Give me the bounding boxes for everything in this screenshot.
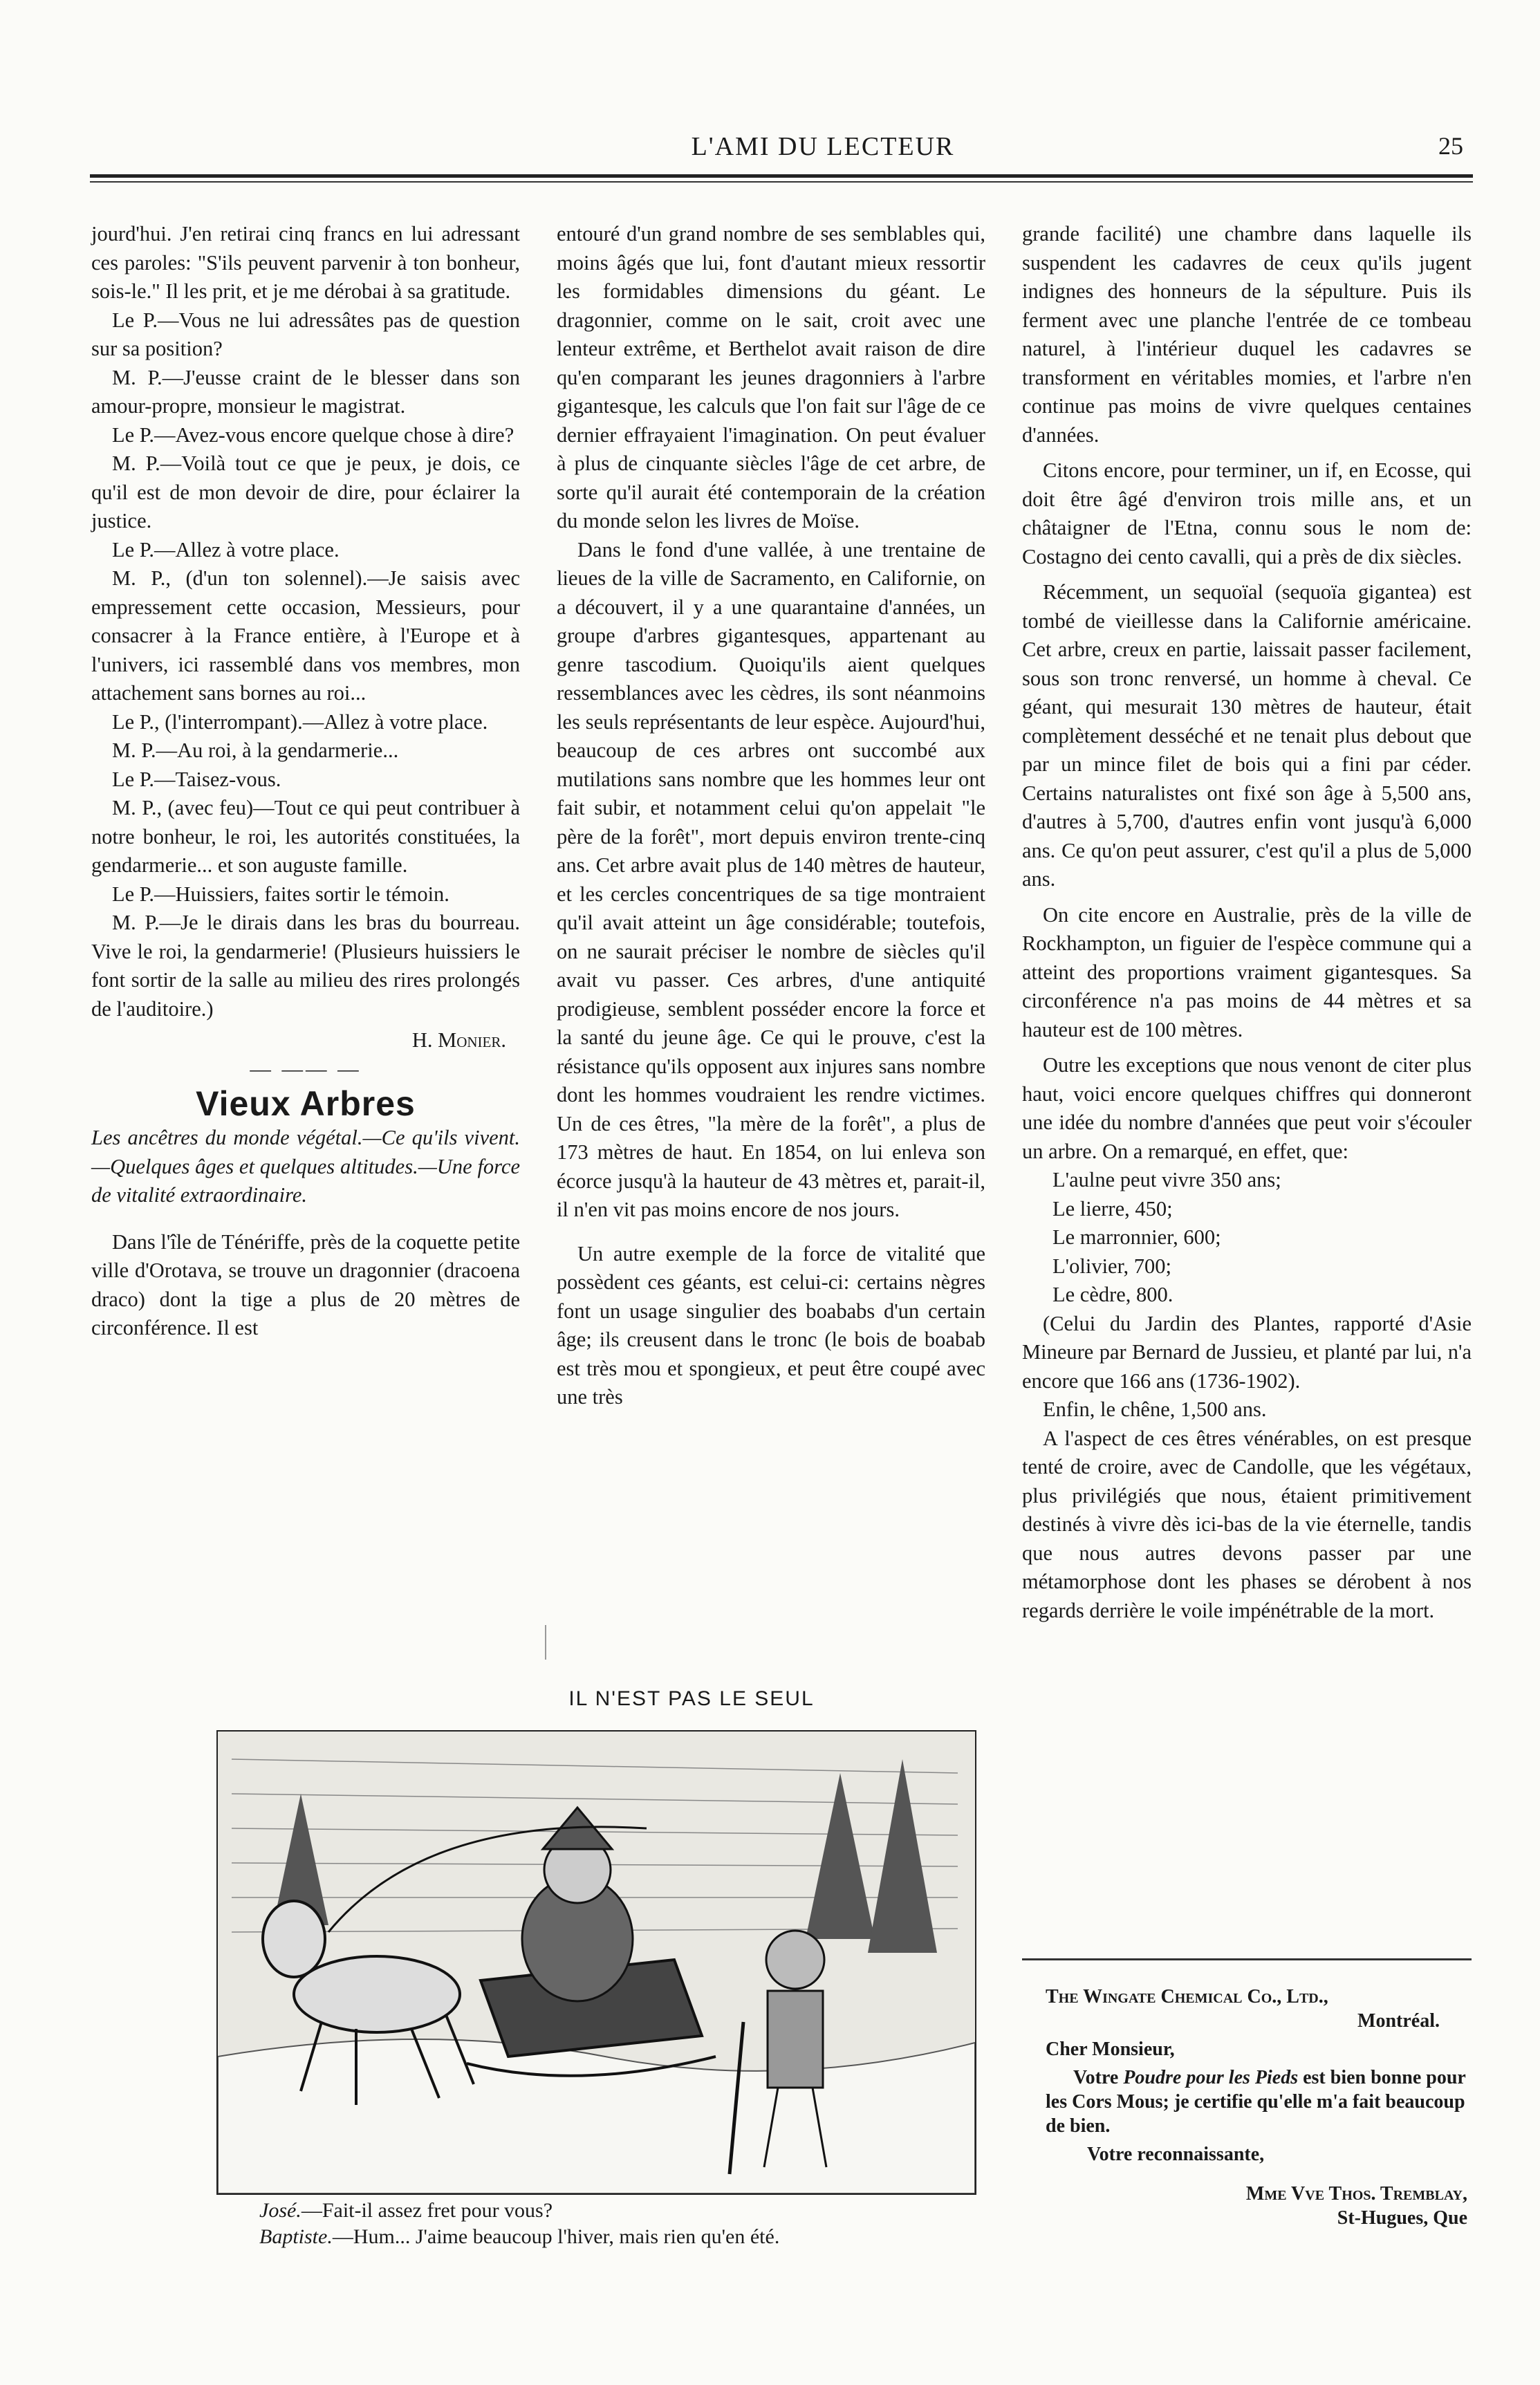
- paragraph: Le P.—Huissiers, faites sortir le témoin.: [112, 882, 449, 906]
- illustration-caption: [259, 2198, 985, 2250]
- paragraph: Le P.—Allez à votre place.: [112, 537, 340, 562]
- ad-closing: Votre reconnaissante,: [1087, 2144, 1265, 2165]
- list-item: L'olivier, 700;: [1052, 1254, 1171, 1278]
- ad-city: Montréal.: [1357, 2010, 1440, 2032]
- paragraph: M. P.—J'eusse craint de le blesser dans son amour-propre, monsieur le magistrat.: [91, 365, 520, 418]
- column-1: [91, 220, 520, 1343]
- paragraph: M. P., (avec feu)—Tout ce qui peut contribuer à notre bonheur, le roi, les autorités constituées, la gendarmerie... et son auguste famille.: [91, 796, 520, 877]
- section-separator: — —— —: [250, 1057, 362, 1081]
- section-title: Vieux Arbres: [196, 1084, 416, 1123]
- column-3: [1022, 220, 1472, 1625]
- paragraph: Le P.—Vous ne lui adressâtes pas de question sur sa position?: [91, 308, 520, 360]
- column-2: [557, 220, 985, 1412]
- caption-speaker: Baptiste.: [259, 2225, 333, 2248]
- ad-body: [1046, 2066, 1467, 2138]
- paragraph: Le P.—Taisez-vous.: [112, 767, 281, 791]
- caption-speaker: José.: [259, 2199, 301, 2222]
- paragraph: Le P., (l'interrompant).—Allez à votre place.: [112, 709, 488, 734]
- tree-age-list: [1052, 1166, 1472, 1310]
- paragraph: entouré d'un grand nombre de ses semblables qui, moins âgés que lui, font d'autant mieux ressortir les formidables dimensions du géant. Le dragonnier, comme on le sait, croit avec une lenteur extrême, et Berthelot avait raison de dire qu'en comparant les jeunes dragonniers à l'arbre gigantesque, les calculs que l'on fait sur l'âge de ce dernier effrayaient l'imagination. On peut évaluer à plus de cinquante siècles l'âge de cet arbre, de sorte qu'il aurait été contemporain de la création du monde selon les livres de Moïse.: [557, 222, 985, 532]
- paragraph: M. P.—Au roi, à la gendarmerie...: [112, 739, 399, 762]
- paragraph: Récemment, un sequoïal (sequoïa gigantea) est tombé de vieillesse dans la Californie américaine. Cet arbre, creux en partie, laissait passer facilement, sous son tronc renversé, un homme à cheval. Ce géant, qui mesurait 130 mètres de hauteur, était complètement desséché et ne tenait plus debout que par un mince filet de bois qui a fini par céder. Certains naturalistes ont fixé son âge à 5,500 ans, d'autres à 5,700, d'autres enfin vont jusqu'à 6,000 ans. Ce qu'on peut assurer, c'est qu'il a plus de 5,000 ans.: [1022, 580, 1472, 891]
- caption-line: [259, 2224, 985, 2250]
- header-rule-thin: [90, 181, 1473, 183]
- paragraph: M. P.—Voilà tout ce que je peux, je dois, ce qu'il est de mon devoir de dire, pour éclairer la justice.: [91, 452, 520, 532]
- list-item: Le lierre, 450;: [1052, 1196, 1173, 1221]
- paragraph: Dans l'île de Ténériffe, près de la coquette petite ville d'Orotava, se trouve un dragonnier (dracoena draco) dont la tige a plus de 20 mètres de circonférence. Il est: [91, 1229, 520, 1339]
- paragraph: On cite encore en Australie, près de la ville de Rockhampton, un figuier de l'espèce commune qui a atteint des proportions vraiment gigantesques. Sa circonférence n'a pas moins de 44 mètres et sa hauteur est de 100 mètres.: [1022, 902, 1472, 1041]
- ad-body-text: Votre: [1073, 2067, 1124, 2088]
- paragraph: Un autre exemple de la force de vitalité que possèdent ces géants, est celui-ci: certains nègres font un usage singulier des boababs d'un certain âge; ils creusent dans le tronc (le bois de boabab est très mou et spongieux, et peut être coupé avec une très: [557, 1241, 985, 1409]
- ad-signer: Mme Vve Thos. Tremblay,: [1245, 2183, 1467, 2205]
- list-item: L'aulne peut vivre 350 ans;: [1052, 1168, 1281, 1191]
- author-signature: H. Monier.: [411, 1028, 506, 1052]
- caption-line: [259, 2198, 985, 2224]
- paragraph: Citons encore, pour terminer, un if, en Ecosse, qui doit être âgé d'environ trois mille ans, et un châtaigner de l'Etna, connu sous le nom de: Costagno dei cento cavalli, qui a près de dix siècles.: [1022, 458, 1472, 568]
- header-rule-thick: [90, 174, 1473, 178]
- paragraph: A l'aspect de ces êtres vénérables, on est presque tenté de croire, avec de Candolle, que les végétaux, plus privilégiés que nous, étaient primitivement destinés à vivre dès ici-bas de la vie éternelle, tandis que nous autres devons passer par une métamorphose dont les phases se dérobent à nos regards derrière le voile impénétrable de la mort.: [1022, 1426, 1472, 1622]
- ad-product-name: Poudre pour les Pieds: [1123, 2067, 1299, 2088]
- list-item: Le cèdre, 800.: [1052, 1283, 1173, 1306]
- caption-text: —Hum... J'aime beaucoup l'hiver, mais rien qu'en été.: [332, 2225, 780, 2248]
- ad-salutation: Cher Monsieur,: [1046, 2039, 1175, 2060]
- ad-signer-place: St-Hugues, Que: [1337, 2207, 1467, 2229]
- column-divider: [545, 1625, 546, 1660]
- page-number: 25: [1438, 132, 1463, 160]
- paragraph: Outre les exceptions que nous venont de citer plus haut, voici encore quelques chiffres qui donneront une idée du nombre d'années que peut voir s'écouler un arbre. On a remarqué, en effet, que:: [1022, 1053, 1472, 1163]
- journal-title: L'AMI DU LECTEUR: [691, 132, 955, 161]
- paragraph: jourd'hui. J'en retirai cinq francs en lui adressant ces paroles: "S'ils peuvent parvenir à ton bonheur, sois-le." Il les prit, et je me dérobai à sa gratitude.: [91, 222, 520, 303]
- cartoon-illustration: [216, 1730, 976, 2195]
- paragraph: M. P.—Je le dirais dans les bras du bourreau. Vive le roi, la gendarmerie! (Plusieurs huissiers le font sortir de la salle au milieu des rires prolongés de l'auditoire.): [91, 911, 520, 1021]
- section-deck: Les ancêtres du monde végétal.—Ce qu'ils vivent.—Quelques âges et quelques altitudes.—Une force de vitalité extraordinaire.: [91, 1126, 520, 1207]
- illustration-title: IL N'EST PAS LE SEUL: [568, 1687, 815, 1710]
- ad-company: The Wingate Chemical Co., Ltd.,: [1046, 1986, 1328, 2007]
- paragraph: grande facilité) une chambre dans laquelle ils suspendent les cadavres de ceux qu'ils jugent indignes des honneurs de la sépulture. Puis ils ferment avec une planche l'entrée de ce tombeau naturel, à l'intérieur duquel les cadavres se transforment en véritables momies, et l'arbre n'en continue pas moins de vivre quelques centaines d'années.: [1022, 222, 1472, 447]
- ad-divider: [1022, 1958, 1472, 1960]
- caption-text: —Fait-il assez fret pour vous?: [301, 2199, 553, 2222]
- paragraph: Le P.—Avez-vous encore quelque chose à dire?: [112, 423, 514, 447]
- cartoon-drawing: [218, 1732, 975, 2193]
- testimonial-advertisement: [1046, 1985, 1467, 2230]
- paragraph: Dans le fond d'une vallée, à une trentaine de lieues de la ville de Sacramento, en Californie, on a découvert, il y a une quarantaine d'années, un groupe d'arbres gigantesques, appartenant au genre tascodium. Quoiqu'ils aient quelques ressemblances avec les cèdres, ils sont néanmoins les seuls représentants de leur espèce. Aujourd'hui, beaucoup de ces arbres ont succombé aux mutilations sans nombre que les hommes leur ont fait subir, et notamment celui qu'on appelait "le père de la forêt", mort depuis environ trente-cinq ans. Cet arbre avait plus de 140 mètres de hauteur, et les cercles concentriques de sa tige montraient qu'il avait atteint un âge considérable; toutefois, on ne saurait préciser le nombre de siècles qu'il avait vu passer. Ces arbres, d'une antiquité prodigieuse, semblent posséder encore la force et la santé du jeune âge. Ce qui le prouve, c'est la résistance qu'ils opposent aux injures sans nombre dont les hommes voudraient les rendre victimes. Un de ces êtres, "la mère de la forêt", a plus de 173 mètres de haut. En 1854, on lui enleva son écorce jusqu'à la hauteur de 43 mètres et, parait-il, il n'en vit pas moins encore de nos jours.: [557, 537, 985, 1221]
- paragraph: (Celui du Jardin des Plantes, rapporté d'Asie Mineure par Bernard de Jussieu, et planté par lui, n'a encore que 166 ans (1736-1902).: [1022, 1311, 1472, 1393]
- paragraph: M. P., (d'un ton solennel).—Je saisis avec empressement cette occasion, Messieurs, pour consacrer à la France entière, à l'Europe et à l'univers, ici rassemblé dans vos membres, mon attachement sans bornes au roi...: [91, 566, 520, 705]
- ad-body-text: est bien bonne pour les Cors Mous; je certifie qu'elle m'a fait beaucoup de bien.: [1046, 2067, 1466, 2137]
- list-item: Le marronnier, 600;: [1052, 1225, 1221, 1249]
- paragraph: Enfin, le chêne, 1,500 ans.: [1043, 1398, 1267, 1421]
